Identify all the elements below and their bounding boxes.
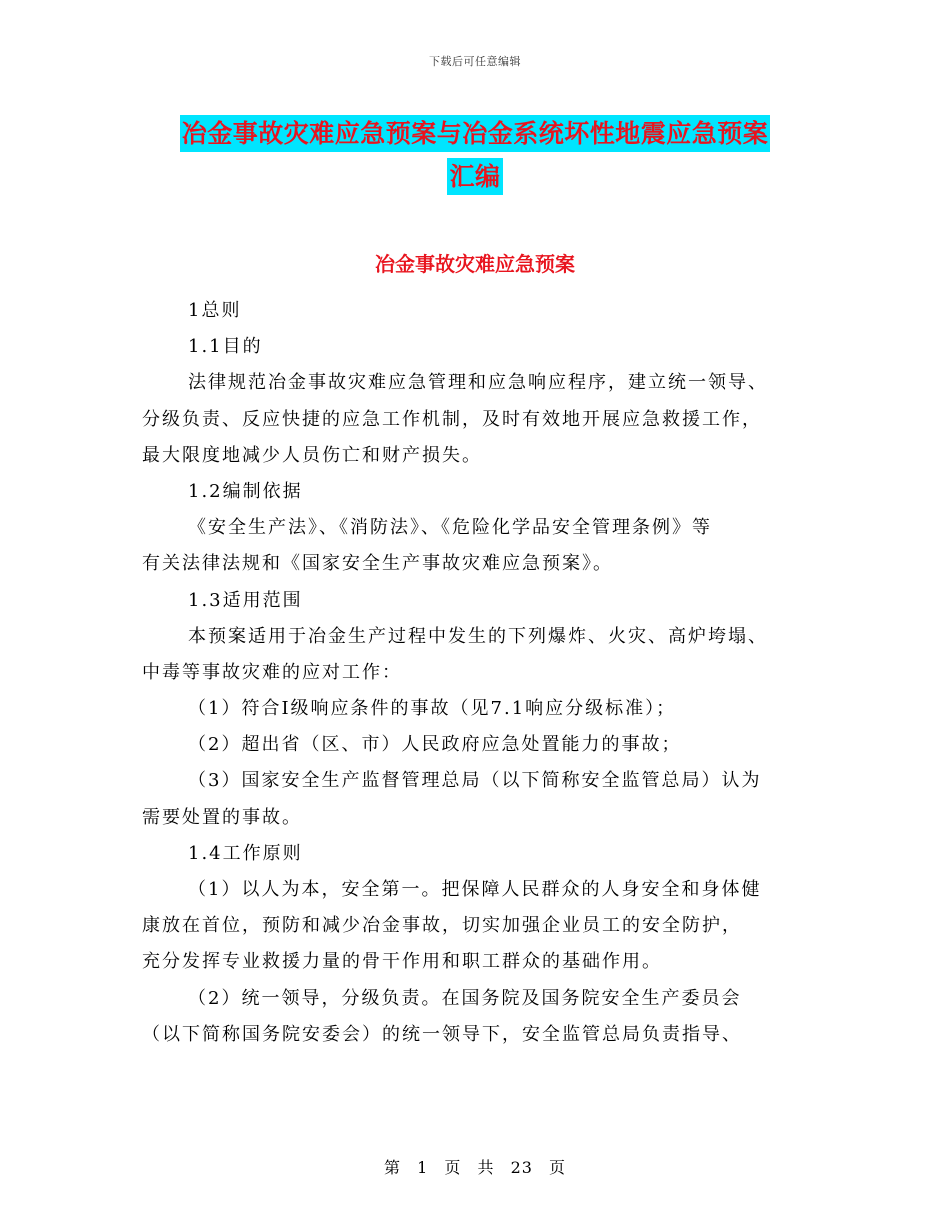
document-title-line-2 [0,157,950,193]
document-title-text-1: 冶金事故灾难应急预案与冶金系统坏性地震应急预案 [180,115,771,152]
body-line: （2）超出省（区、市）人民政府应急处置能力的事故； [188,734,682,756]
footer-page-number: 1 [417,1158,429,1177]
body-text [142,293,814,1053]
body-line: 本预案适用于冶金生产过程中发生的下列爆炸、火灾、高炉垮塌、 [188,625,768,647]
page-footer [0,1155,950,1178]
body-line: 1.3适用范围 [188,589,303,611]
body-line: 分级负责、反应快捷的应急工作机制，及时有效地开展应急救援工作， [142,408,762,430]
body-line: 需要处置的事故。 [142,806,302,828]
body-line: 最大限度地减少人员伤亡和财产损失。 [142,444,482,466]
footer-page-label: 页 [444,1158,462,1177]
body-line: 康放在首位，预防和减少冶金事故，切实加强企业员工的安全防护， [142,915,742,937]
body-line: 1总则 [188,300,242,321]
footer-total-label: 页 [549,1158,567,1177]
footer-total-pages: 23 [510,1158,533,1177]
footer-total-prefix: 共 [477,1158,495,1177]
body-line: 1.1目的 [188,336,263,358]
body-line: （3）国家安全生产监督管理总局（以下简称安全监管总局）认为 [188,770,762,792]
body-line: （1）符合Ⅰ级响应条件的事故（见7.1响应分级标准）； [188,698,677,720]
header-note: 下载后可任意编辑 [429,55,521,68]
body-line: 1.2编制依据 [188,480,303,502]
body-line: 1.4工作原则 [188,842,303,864]
body-line: 《安全生产法》、《消防法》、《危险化学品安全管理条例》等 [188,517,712,539]
body-line: 中毒等事故灾难的应对工作： [142,661,402,683]
section-title: 冶金事故灾难应急预案 [375,252,575,276]
document-title-line-1 [0,114,950,150]
document-title-text-2: 汇编 [447,158,502,195]
body-line: （以下简称国务院安委会）的统一领导下，安全监管总局负责指导、 [142,1023,742,1045]
body-line: （1）以人为本，安全第一。把保障人民群众的人身安全和身体健 [188,879,762,900]
body-line: （2）统一领导，分级负责。在国务院及国务院安全生产委员会 [188,987,742,1009]
body-line: 充分发挥专业救援力量的骨干作用和职工群众的基础作用。 [142,951,662,973]
body-line: 有关法律法规和《国家安全生产事故灾难应急预案》。 [142,553,613,575]
footer-prefix: 第 [383,1158,401,1177]
body-line: 法律规范冶金事故灾难应急管理和应急响应程序，建立统一领导、 [188,372,768,394]
